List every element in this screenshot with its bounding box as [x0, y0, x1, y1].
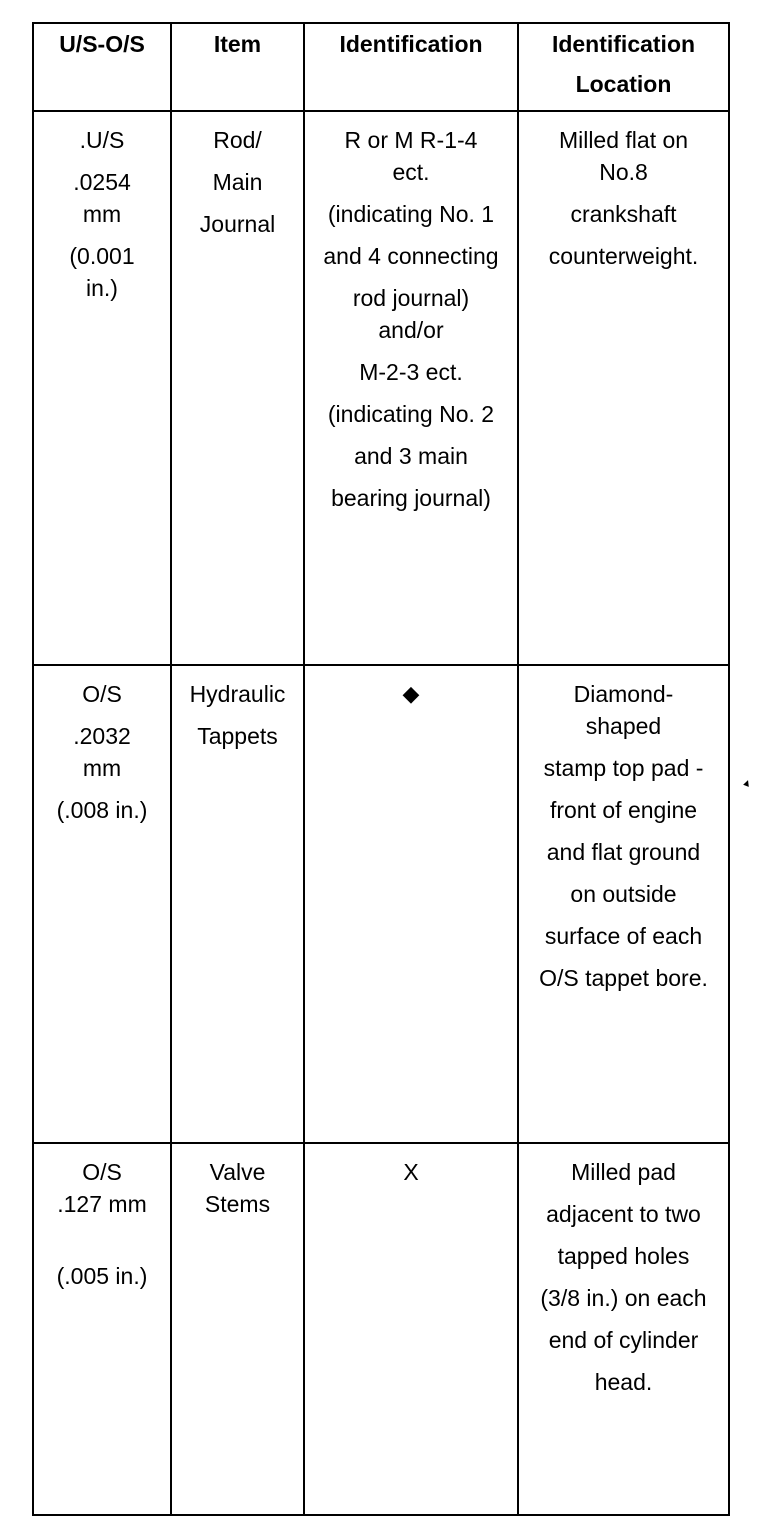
location-line: Milled pad: [571, 1159, 676, 1185]
x-mark: X: [403, 1159, 419, 1185]
cell-size: [33, 1143, 171, 1515]
header-identification-location: [518, 23, 729, 111]
location-line: crankshaft: [570, 201, 677, 227]
header-identification-location-text: Identification Location: [551, 31, 696, 97]
size-line: .U/S: [79, 127, 125, 153]
identification-line: bearing journal): [331, 485, 491, 511]
identification-line: M-2-3 ect.: [359, 359, 463, 385]
identification-line: R or M R-1-4 ect.: [344, 127, 478, 185]
location-line: surface of each: [544, 923, 703, 949]
size-line: O/S: [82, 681, 122, 707]
cell-identification: [304, 1143, 518, 1515]
location-line: Diamond-shaped: [573, 681, 674, 739]
cell-item: [171, 665, 304, 1143]
cell-location: [518, 1143, 729, 1515]
location-line: and flat ground: [546, 839, 701, 865]
size-line: .0254 mm: [73, 169, 131, 227]
item-line: Stems: [204, 1191, 271, 1217]
location-line: head.: [594, 1369, 653, 1395]
item-line: Valve: [209, 1159, 266, 1185]
item-line: Hydraulic: [189, 681, 286, 707]
identification-line: (indicating No. 1: [327, 201, 495, 227]
cell-size: [33, 111, 171, 665]
identification-line: (indicating No. 2: [327, 401, 495, 427]
item-line: Main: [212, 169, 263, 195]
diamond-mark-icon: ◆: [402, 681, 420, 706]
cell-location: [518, 665, 729, 1143]
size-line: (.008 in.): [56, 797, 148, 823]
header-row: [33, 23, 729, 111]
header-item: Item: [171, 23, 304, 111]
location-line: Milled flat on No.8: [558, 127, 689, 185]
size-line: (0.001 in.): [69, 243, 135, 301]
cell-identification: [304, 111, 518, 665]
table-row: [33, 665, 729, 1143]
stray-mark: [743, 779, 751, 787]
location-line: on outside: [570, 881, 677, 907]
header-identification: Identification: [304, 23, 518, 111]
cell-location: [518, 111, 729, 665]
identification-line: and 4 connecting: [323, 243, 499, 269]
identification-line: and 3 main: [354, 443, 468, 469]
location-line: O/S tappet bore.: [539, 965, 708, 991]
location-line: adjacent to two: [546, 1201, 701, 1227]
location-line: front of engine: [549, 797, 698, 823]
table-row: [33, 1143, 729, 1515]
header-us-os: U/S-O/S: [33, 23, 171, 111]
location-line: end of cylinder: [548, 1327, 699, 1353]
location-line: counterweight.: [548, 243, 699, 269]
cell-item: [171, 1143, 304, 1515]
size-line: O/S: [82, 1159, 122, 1185]
item-line: Tappets: [197, 723, 278, 749]
location-line: tapped holes: [557, 1243, 690, 1269]
identification-line: rod journal) and/or: [352, 285, 470, 343]
cell-item: [171, 111, 304, 665]
specification-table: [32, 22, 730, 1516]
item-line: Journal: [199, 211, 276, 237]
cell-identification: [304, 665, 518, 1143]
location-line: (3/8 in.) on each: [540, 1285, 707, 1311]
size-line: .127 mm: [57, 1191, 147, 1217]
item-line: Rod/: [213, 127, 262, 153]
cell-size: [33, 665, 171, 1143]
location-line: stamp top pad -: [543, 755, 704, 781]
size-line: (.005 in.): [56, 1263, 148, 1289]
table-row: [33, 111, 729, 665]
size-line: .2032 mm: [73, 723, 131, 781]
